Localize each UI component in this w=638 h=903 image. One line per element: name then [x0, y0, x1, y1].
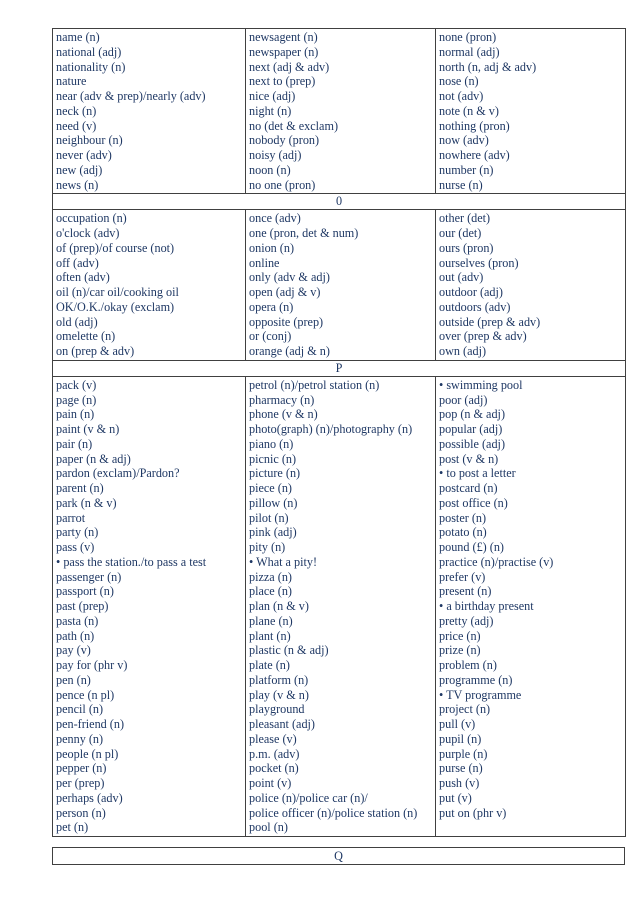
word-entry: please (v) [249, 731, 297, 746]
word-entry: place (n) [249, 584, 292, 599]
word-entry: path (n) [56, 628, 95, 643]
word-entry: national (adj) [56, 44, 122, 59]
word-entry: onion (n) [249, 240, 295, 255]
word-entry: neighbour (n) [56, 133, 123, 148]
word-entry: pocket (n) [249, 761, 299, 776]
letter-header-row [53, 848, 625, 865]
word-entry: plane (n) [249, 613, 293, 628]
word-entry: • pass the station./to pass a test [56, 554, 207, 569]
word-column [53, 376, 246, 836]
word-entry: practice (n)/practise (v) [439, 554, 554, 569]
word-entry: play (v & n) [249, 687, 309, 702]
word-entry: open (adj & v) [249, 285, 321, 299]
word-entry: • to post a letter [439, 466, 516, 481]
word-entry: pasta (n) [56, 613, 99, 628]
word-entry: phone (v & n) [249, 407, 318, 422]
word-entry: police officer (n)/police station (n) [249, 805, 418, 820]
word-entry: often (adv) [56, 270, 110, 285]
word-entry: ourselves (pron) [439, 255, 519, 270]
word-entry: number (n) [439, 162, 494, 177]
word-entry: problem (n) [439, 658, 497, 672]
word-entry: pleasant (adj) [249, 717, 315, 731]
word-entry: other (det) [439, 211, 491, 226]
word-entry: pass (v) [56, 540, 95, 554]
word-entry: parent (n) [56, 481, 104, 495]
word-entry: nobody (pron) [249, 133, 320, 148]
word-entry: opera (n) [249, 299, 294, 314]
word-entry: • TV programme [439, 687, 522, 702]
word-entry: omelette (n) [56, 329, 116, 344]
word-entry: people (n pl) [56, 746, 119, 761]
word-entry: • swimming pool [439, 377, 523, 392]
word-entry: petrol (n)/petrol station (n) [249, 377, 380, 392]
word-entry: purple (n) [439, 746, 488, 761]
word-entry: pretty (adj) [439, 613, 494, 628]
word-entry: passenger (n) [56, 569, 122, 584]
word-entry: price (n) [439, 628, 481, 643]
word-entry: per (prep) [56, 776, 105, 790]
word-entry: plate (n) [249, 658, 290, 672]
word-column [53, 210, 246, 361]
word-entry: near (adv & prep)/nearly (adv) [56, 89, 206, 103]
word-entry: p.m. (adv) [249, 746, 300, 761]
word-entry: poster (n) [439, 510, 487, 525]
vocabulary-table-body [53, 29, 626, 837]
word-entry: one (pron, det & num) [249, 226, 359, 240]
word-column [436, 29, 626, 194]
word-list-row [53, 210, 626, 361]
word-entry: pizza (n) [249, 569, 292, 584]
word-entry: news (n) [56, 177, 99, 192]
word-entry: pepper (n) [56, 761, 107, 776]
word-entry: • What a pity! [249, 554, 318, 569]
word-column [436, 210, 626, 361]
word-entry: our (det) [439, 226, 482, 240]
word-entry: put on (phr v) [439, 805, 507, 820]
word-entry: pen (n) [56, 672, 91, 687]
letter-header-row [53, 194, 626, 210]
word-entry: prefer (v) [439, 569, 486, 584]
word-column [246, 210, 436, 361]
word-entry: pop (n & adj) [439, 407, 506, 422]
word-entry: old (adj) [56, 314, 98, 329]
word-entry: page (n) [56, 392, 97, 407]
word-column [246, 376, 436, 836]
word-entry: outdoors (adv) [439, 299, 511, 314]
word-entry: note (n & v) [439, 103, 499, 118]
word-entry: occupation (n) [56, 211, 127, 226]
word-entry: normal (adj) [439, 44, 500, 59]
word-entry: of (prep)/of course (not) [56, 240, 175, 255]
word-entry: playground [249, 702, 305, 717]
word-entry: off (adv) [56, 255, 99, 270]
word-entry: point (v) [249, 776, 292, 790]
word-entry: own (adj) [439, 344, 487, 358]
word-entry: nurse (n) [439, 177, 483, 192]
word-entry: online [249, 255, 280, 270]
word-entry: picture (n) [249, 466, 301, 481]
word-entry: penny (n) [56, 731, 104, 746]
word-entry: once (adv) [249, 211, 301, 226]
word-entry: possible (adj) [439, 436, 506, 451]
word-entry: ours (pron) [439, 240, 494, 255]
word-entry: pound (£) (n) [439, 540, 504, 554]
word-entry: pack (v) [56, 377, 97, 392]
word-entry: noisy (adj) [249, 148, 302, 162]
word-entry: never (adv) [56, 148, 112, 162]
word-entry: nose (n) [439, 74, 479, 89]
word-entry: picnic (n) [249, 451, 297, 466]
word-entry: outdoor (adj) [439, 285, 503, 299]
word-entry: put (v) [439, 790, 472, 805]
word-entry: noon (n) [249, 162, 291, 177]
word-entry: post (v & n) [439, 451, 499, 466]
word-entry: pink (adj) [249, 525, 297, 540]
word-entry: neck (n) [56, 103, 97, 118]
word-entry: out (adv) [439, 270, 484, 285]
vocabulary-table [52, 28, 626, 837]
word-entry: paper (n & adj) [56, 451, 131, 466]
word-entry: orange (adj & n) [249, 344, 330, 358]
word-entry: past (prep) [56, 599, 109, 613]
word-column [246, 29, 436, 194]
word-entry: pool (n) [249, 820, 288, 835]
word-entry: push (v) [439, 776, 480, 790]
word-entry: or (conj) [249, 329, 292, 344]
word-entry: pet (n) [56, 820, 89, 835]
word-entry: police (n)/police car (n)/ [249, 790, 368, 805]
word-entry: OK/O.K./okay (exclam) [56, 299, 175, 314]
word-entry: o'clock (adv) [56, 226, 120, 240]
word-entry: • a birthday present [439, 599, 534, 613]
word-column [436, 376, 626, 836]
word-entry: pay for (phr v) [56, 658, 128, 672]
letter-q-table [52, 847, 625, 865]
word-entry: nature [56, 74, 87, 89]
word-entry: nice (adj) [249, 89, 296, 103]
word-entry: piece (n) [249, 481, 292, 495]
word-entry: nationality (n) [56, 59, 126, 74]
word-column [53, 29, 246, 194]
word-entry: outside (prep & adv) [439, 314, 541, 329]
letter-q-header: Q [53, 848, 625, 865]
word-entry: present (n) [439, 584, 492, 599]
word-entry: over (prep & adv) [439, 329, 527, 344]
word-list-row [53, 29, 626, 194]
word-entry: paint (v & n) [56, 422, 120, 436]
word-entry: passport (n) [56, 584, 114, 599]
word-entry: only (adv & adj) [249, 270, 330, 285]
word-entry: pay (v) [56, 643, 91, 658]
word-entry: no (det & exclam) [249, 118, 339, 133]
word-entry: pence (n pl) [56, 687, 115, 702]
word-entry: no one (pron) [249, 177, 316, 192]
word-entry: need (v) [56, 118, 97, 133]
word-entry: parrot [56, 510, 86, 525]
word-entry: nowhere (adv) [439, 148, 510, 162]
word-entry: purse (n) [439, 761, 483, 776]
letter-header: 0 [53, 194, 626, 210]
word-entry: programme (n) [439, 672, 513, 687]
word-entry: next (adj & adv) [249, 59, 330, 74]
word-entry: oil (n)/car oil/cooking oil [56, 285, 179, 299]
word-entry: new (adj) [56, 162, 103, 177]
word-entry: person (n) [56, 805, 106, 820]
word-entry: pain (n) [56, 407, 95, 422]
word-entry: potato (n) [439, 525, 487, 540]
word-entry: none (pron) [439, 30, 497, 44]
word-entry: plan (n & v) [249, 599, 309, 613]
word-entry: now (adv) [439, 133, 489, 148]
word-entry: pardon (exclam)/Pardon? [56, 466, 180, 481]
word-entry: pencil (n) [56, 702, 104, 717]
word-entry: party (n) [56, 525, 99, 540]
word-entry: night (n) [249, 103, 292, 118]
word-entry: post office (n) [439, 495, 508, 510]
word-entry: platform (n) [249, 672, 309, 687]
word-entry: pen-friend (n) [56, 717, 125, 731]
word-entry: next to (prep) [249, 74, 316, 89]
word-entry: opposite (prep) [249, 314, 324, 329]
word-entry: nothing (pron) [439, 118, 510, 133]
word-entry: pull (v) [439, 717, 476, 731]
word-entry: not (adv) [439, 89, 484, 103]
word-entry: pharmacy (n) [249, 392, 315, 407]
word-entry: pity (n) [249, 540, 286, 554]
word-entry: plant (n) [249, 628, 291, 643]
word-entry: perhaps (adv) [56, 790, 123, 805]
letter-header-row [53, 360, 626, 376]
word-entry: postcard (n) [439, 481, 498, 495]
word-entry: popular (adj) [439, 422, 503, 436]
word-entry [439, 820, 625, 835]
word-entry: photo(graph) (n)/photography (n) [249, 422, 413, 436]
word-entry: pupil (n) [439, 731, 482, 746]
word-entry: piano (n) [249, 436, 294, 451]
word-entry: on (prep & adv) [56, 344, 135, 358]
word-entry: newsagent (n) [249, 30, 318, 44]
word-entry: newspaper (n) [249, 44, 319, 59]
word-entry: name (n) [56, 30, 100, 44]
word-entry: pair (n) [56, 436, 93, 451]
word-entry: pilot (n) [249, 510, 289, 525]
word-entry: plastic (n & adj) [249, 643, 329, 658]
word-entry: prize (n) [439, 643, 481, 658]
word-entry: north (n, adj & adv) [439, 59, 537, 74]
word-list-row [53, 376, 626, 836]
word-entry: pillow (n) [249, 495, 298, 510]
letter-header: P [53, 360, 626, 376]
word-entry: project (n) [439, 702, 491, 717]
word-entry: poor (adj) [439, 392, 488, 407]
word-entry: park (n & v) [56, 495, 117, 510]
